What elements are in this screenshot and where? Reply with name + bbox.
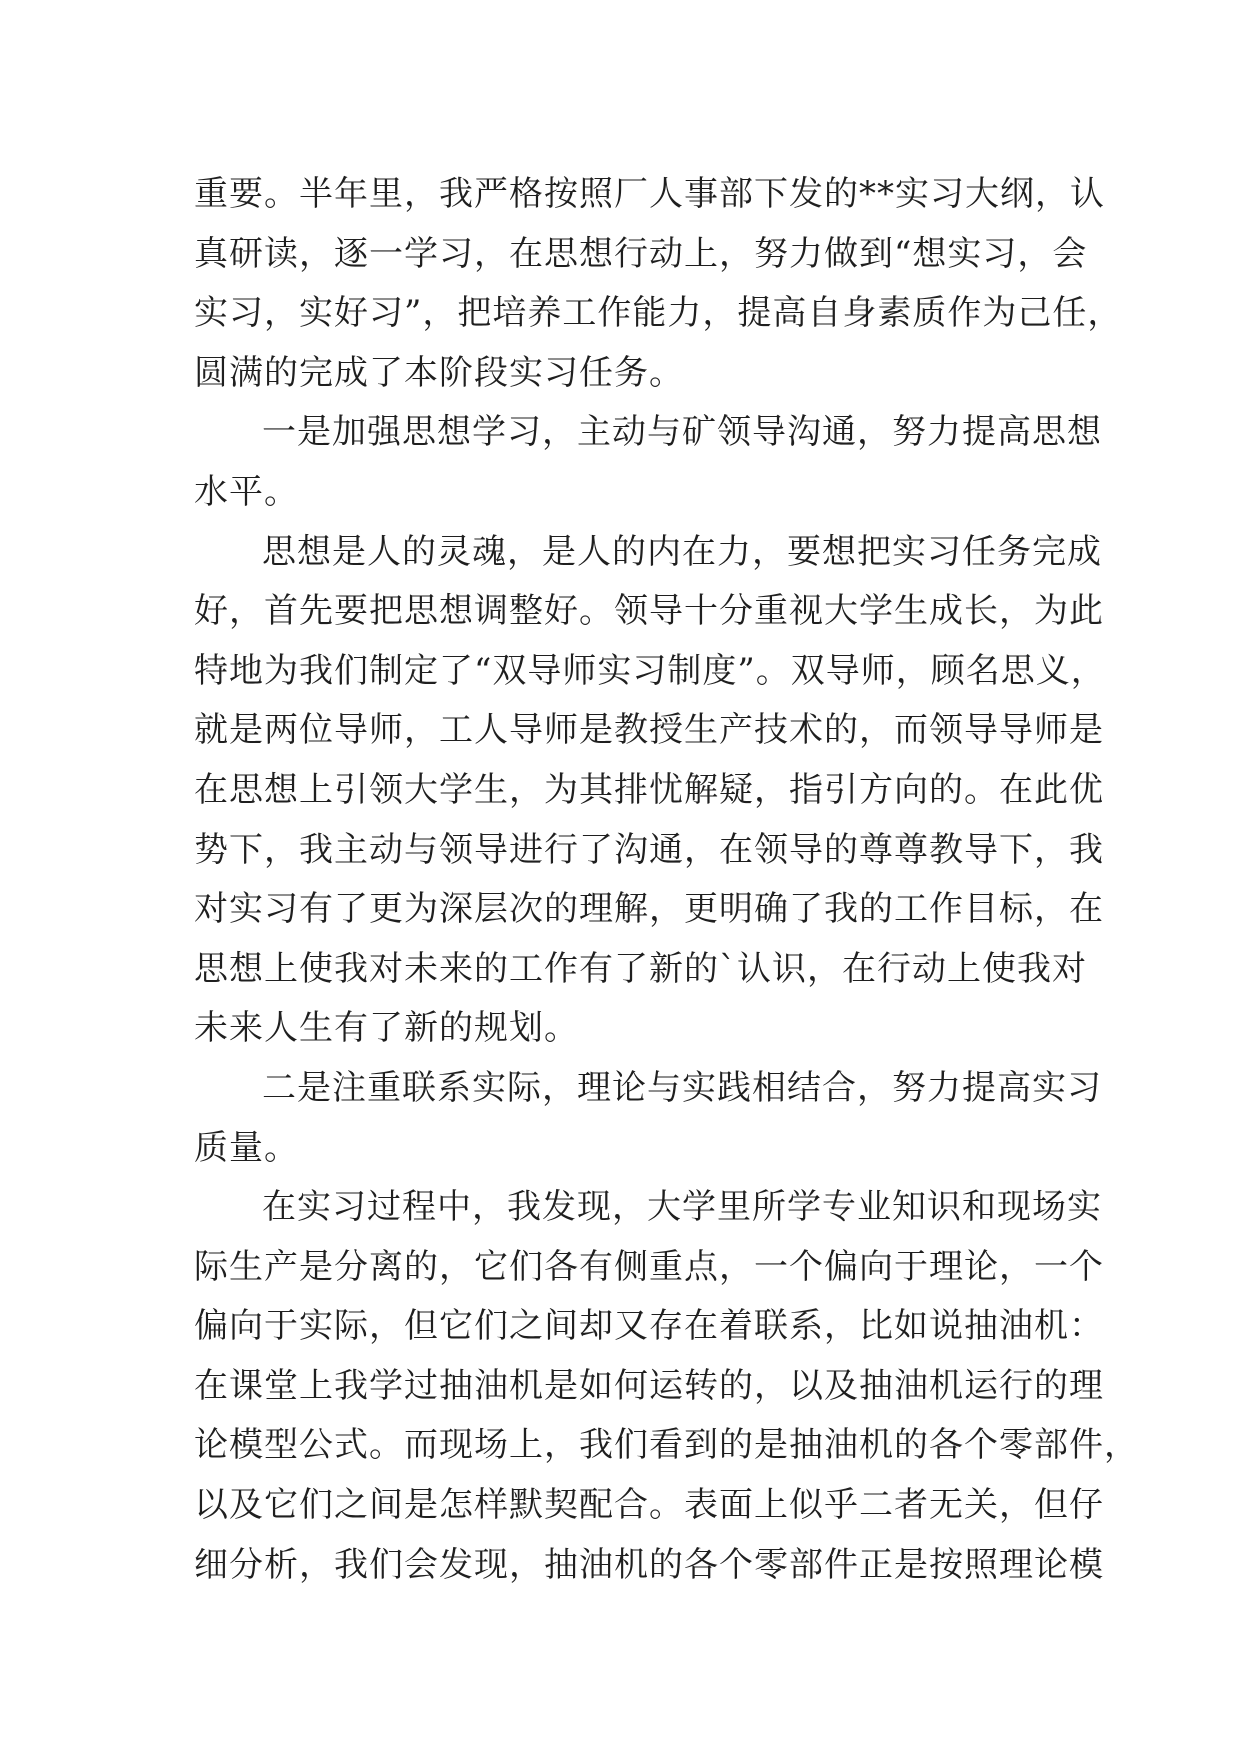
text-line: 在思想上引领大学生，为其排忧解疑，指引方向的。在此优 — [194, 769, 1104, 810]
text-line: 思想上使我对未来的工作有了新的`认识，在行动上使我对 — [194, 948, 1087, 989]
text-line: 二是注重联系实际，理论与实践相结合，努力提高实习 — [262, 1067, 1102, 1108]
text-line: 思想是人的灵魂，是人的内在力，要想把实习任务完成 — [262, 531, 1102, 572]
text-line: 真研读，逐一学习，在思想行动上，努力做到“想实习，会 — [194, 233, 1088, 274]
text-line: 实习，实好习”，把培养工作能力，提高自身素质作为己任， — [194, 293, 1123, 334]
text-line: 以及它们之间是怎样默契配合。表面上似乎二者无关，但仔 — [194, 1485, 1104, 1526]
text-line: 未来人生有了新的规划。 — [194, 1008, 579, 1049]
text-line: 圆满的完成了本阶段实习任务。 — [194, 352, 684, 393]
text-line: 特地为我们制定了“双导师实习制度”。双导师，顾名思义， — [194, 650, 1106, 691]
text-line: 好，首先要把思想调整好。领导十分重视大学生成长，为此 — [194, 591, 1104, 632]
text-line: 水平。 — [194, 471, 299, 512]
text-line: 在实习过程中，我发现，大学里所学专业知识和现场实 — [262, 1187, 1102, 1228]
text-line: 偏向于实际，但它们之间却又存在着联系，比如说抽油机： — [194, 1306, 1104, 1347]
text-line: 一是加强思想学习，主动与矿领导沟通，努力提高思想 — [262, 412, 1102, 453]
text-line: 论模型公式。而现场上，我们看到的是抽油机的各个零部件， — [194, 1425, 1139, 1466]
text-line: 势下，我主动与领导进行了沟通，在领导的尊尊教导下，我 — [194, 829, 1104, 870]
document-body — [194, 165, 1139, 1595]
text-line: 重要。半年里，我严格按照厂人事部下发的**实习大纲，认 — [194, 174, 1105, 214]
text-line: 细分析，我们会发现，抽油机的各个零部件正是按照理论模 — [194, 1544, 1104, 1585]
text-line: 际生产是分离的，它们各有侧重点，一个偏向于理论，一个 — [194, 1246, 1104, 1287]
text-line: 质量。 — [194, 1127, 299, 1168]
text-line: 在课堂上我学过抽油机是如何运转的，以及抽油机运行的理 — [194, 1365, 1104, 1406]
text-line: 就是两位导师，工人导师是教授生产技术的，而领导导师是 — [194, 710, 1104, 751]
text-line: 对实习有了更为深层次的理解，更明确了我的工作目标，在 — [194, 889, 1104, 930]
